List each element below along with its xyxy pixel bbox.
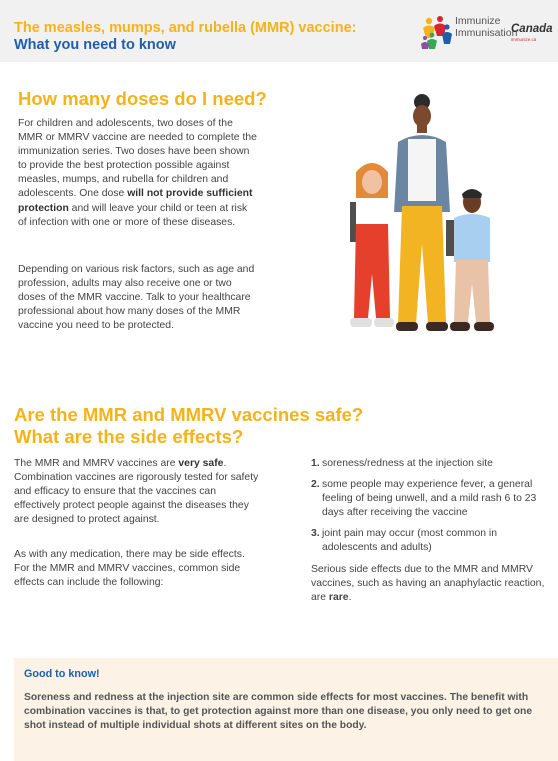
good-to-know-callout: [14, 658, 558, 761]
list-item-number: 3.: [311, 528, 320, 540]
list-item-number: 2.: [311, 479, 320, 491]
logo-text-canada: Canada: [511, 23, 553, 35]
safety-paragraph-1: [14, 457, 260, 527]
list-item-text: some people may experience fever, a general feeling of being unwell, and a mild rash 6 to 23 days after receiving the vaccine: [322, 479, 537, 519]
list-item-text: soreness/redness at the injection site: [322, 458, 493, 469]
people-logo-icon: [420, 14, 454, 50]
immunize-canada-logo: [420, 14, 552, 50]
safety-heading-line2: What are the side effects?: [14, 426, 244, 447]
safety-p1-text-b: . Combination vaccines are rigorously tested for safety and efficacy to ensure that the vaccines can effectively protect people against the diseases they are designed to protect against.: [14, 458, 259, 526]
serious-text-a: Serious side effects due to the MMR and MMRV vaccines, such as having an anaphylactic reaction, are: [311, 563, 545, 603]
doses-paragraph-1: [18, 117, 258, 230]
doses-heading: How many doses do I need?: [18, 88, 267, 109]
serious-bold: rare: [328, 591, 349, 603]
logo-text-immunize: Immunize: [455, 15, 501, 27]
page-title-line1: The measles, mumps, and rubella (MMR) vaccine:: [14, 20, 357, 36]
list-item: [311, 527, 551, 555]
list-item: [311, 478, 551, 520]
safety-p1-text-a: The MMR and MMRV vaccines are: [14, 458, 179, 469]
doses-p1-text-b: and will leave your child or teen at risk of infection with one or more of these diseases.: [18, 202, 248, 228]
list-item: [311, 457, 551, 471]
page-header: [0, 0, 558, 62]
list-item-number: 1.: [311, 458, 320, 469]
safety-paragraph-2: As with any medication, there may be side effects. For the MMR and MMRV vaccines, common side effects can include the following:: [14, 549, 245, 589]
side-effects-list: [311, 457, 551, 605]
logo-text-immunisation: Immunisation: [455, 27, 518, 39]
doses-paragraph-2: Depending on various risk factors, such as age and profession, adults may also receive one or two doses of the MMR vaccine. Talk to your healthcare professional about how many doses of the MMR vaccine you need to be protected.: [18, 264, 255, 332]
callout-title: Good to know!: [24, 668, 100, 680]
safety-heading-line1: Are the MMR and MMRV vaccines safe?: [14, 404, 364, 425]
family-illustration: [342, 94, 504, 340]
serious-text-b: .: [348, 591, 352, 603]
doses-p1-text-a: For children and adolescents, two doses of the MMR or MMRV vaccine are needed to complete the immunization series. Two doses have been shown to provide the best protection possible against measles, mumps, and rubella for children and adolescents. One dose: [18, 118, 257, 200]
serious-side-effects-paragraph: [311, 563, 551, 605]
callout-body: Soreness and redness at the injection site are common side effects for most vaccines. The benefit with combination vaccines is that, to get protection against more than one disease, you only need to get one shot instead of multiple individual shots at different sites on the body.: [24, 692, 533, 732]
doses-p1-bold: will not provide sufficient protection: [18, 188, 253, 214]
safety-p1-bold: very safe: [178, 458, 224, 469]
logo-text-url: immunize.ca: [511, 37, 537, 42]
page-title-line2: What you need to know: [14, 37, 176, 53]
list-item-text: joint pain may occur (most common in adolescents and adults): [322, 528, 497, 554]
